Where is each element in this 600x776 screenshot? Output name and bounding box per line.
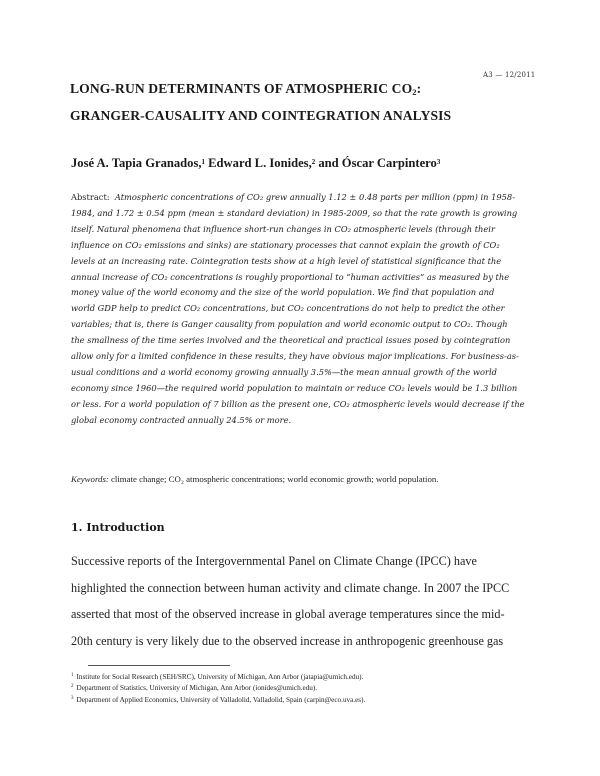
- author-list: [71, 156, 440, 171]
- footnote: [71, 671, 365, 682]
- abstract-line: world GDP help to predict CO₂ concentrations, but CO₂ concentrations do not help to predict the other: [71, 303, 505, 314]
- abstract-line: levels at an increasing rate. Cointegration tests show at a high level of statistical significance that the: [71, 255, 502, 266]
- intro-paragraph: [71, 548, 541, 655]
- title-line-2: GRANGER-CAUSALITY AND COINTEGRATION ANALYSIS: [70, 108, 452, 123]
- abstract-line: variables; that is, there is Ganger causality from population and world economic output to CO₂. Though: [71, 319, 508, 330]
- footnote-number: 1: [71, 673, 74, 678]
- keywords-label: Keywords:: [71, 474, 109, 484]
- footnote: [71, 682, 365, 693]
- paragraph-line: asserted that most of the observed increase in global average temperatures since the mid-: [71, 607, 505, 622]
- abstract-line: or less. For a world population of 7 billion as the present one, CO₂ atmospheric levels would decrease if the: [71, 398, 525, 409]
- author-affiliation-mark: 1: [201, 158, 205, 166]
- abstract-line: itself. Natural phenomena that influence short-run changes in CO₂ atmospheric levels (through their: [71, 223, 495, 234]
- footnotes: [71, 671, 365, 705]
- abstract-line: usual conditions and a world economy growing annually 3.5%—the mean annual growth of the world: [71, 366, 497, 377]
- document-code: A3 — 12/2011: [483, 71, 536, 79]
- abstract-line: the smallness of the time series involved and the theoretical and practical issues posed by cointegration: [71, 335, 511, 346]
- footnote-number: 3: [71, 695, 74, 701]
- author-name: José A. Tapia Granados,: [71, 156, 202, 170]
- abstract-line: 1984, and 1.72 ± 0.54 ppm (mean ± standard deviation) in 1985-2009, so that the rate growth is growing: [71, 207, 518, 218]
- title-line-1-text: LONG-RUN DETERMINANTS OF ATMOSPHERIC CO: [70, 81, 413, 96]
- author-name: and Óscar Carpintero: [315, 156, 437, 170]
- title-subscript: 2: [412, 87, 417, 98]
- abstract-label: Abstract:: [71, 192, 110, 202]
- abstract-line: economy since 1960—the required world population to maintain or reduce CO₂ levels would be 1.3 billion: [71, 382, 518, 393]
- author-affiliation-mark: 2: [311, 158, 316, 166]
- abstract-line: annual increase of CO₂ concentrations is roughly proportional to “human activities” as measured by the: [71, 271, 510, 282]
- paragraph-line: Successive reports of the Intergovernmental Panel on Climate Change (IPCC) have: [71, 554, 477, 568]
- author-name: Edward L. Ionides,: [205, 156, 312, 170]
- footnote-number: 2: [71, 684, 74, 690]
- abstract-line: allow only for a limited confidence in these results, they have obvious major implications. For business-as-: [71, 351, 519, 362]
- abstract-line: money value of the world economy and the size of the world population. We find that population and: [71, 287, 495, 298]
- keywords-text: climate change; CO₂ atmospheric concentrations; world economic growth; world population.: [108, 474, 439, 484]
- title-line-1-end: :: [416, 81, 422, 96]
- abstract-text: Atmospheric concentrations of CO₂ grew annually 1.12 ± 0.48 parts per million (ppm) in 1958-: [114, 192, 515, 202]
- paragraph-line: highlighted the connection between human activity and climate change. In 2007 the IPCC: [71, 580, 510, 595]
- footnote-text: Institute for Social Research (SEH/SRC), University of Michigan, Ann Arbor (jatapia@umich.edu).: [76, 673, 364, 681]
- section-heading: 1. Introduction: [71, 521, 165, 534]
- footnote-text: Department of Statistics, University of Michigan, Ann Arbor (ionides@umich.edu).: [76, 684, 318, 693]
- paragraph-line: 20th century is very likely due to the observed increase in anthropogenic greenhouse gas: [71, 634, 504, 649]
- title-line-1: [70, 81, 421, 97]
- abstract: [71, 190, 533, 429]
- keywords: [71, 474, 438, 484]
- abstract-line: influence on CO₂ emissions and sinks) are stationary processes that cannot explain the growth of CO₂: [71, 239, 500, 250]
- footnote-text: Department of Applied Economics, University of Valladolid, Valladolid, Spain (carpin@eco.uva.es).: [76, 695, 366, 704]
- footnote-divider: [88, 665, 230, 666]
- abstract-line: global economy contracted annually 24.5% or more.: [71, 414, 292, 425]
- author-affiliation-mark: 3: [436, 158, 441, 166]
- footnote: [71, 694, 365, 705]
- abstract-line: [71, 190, 533, 206]
